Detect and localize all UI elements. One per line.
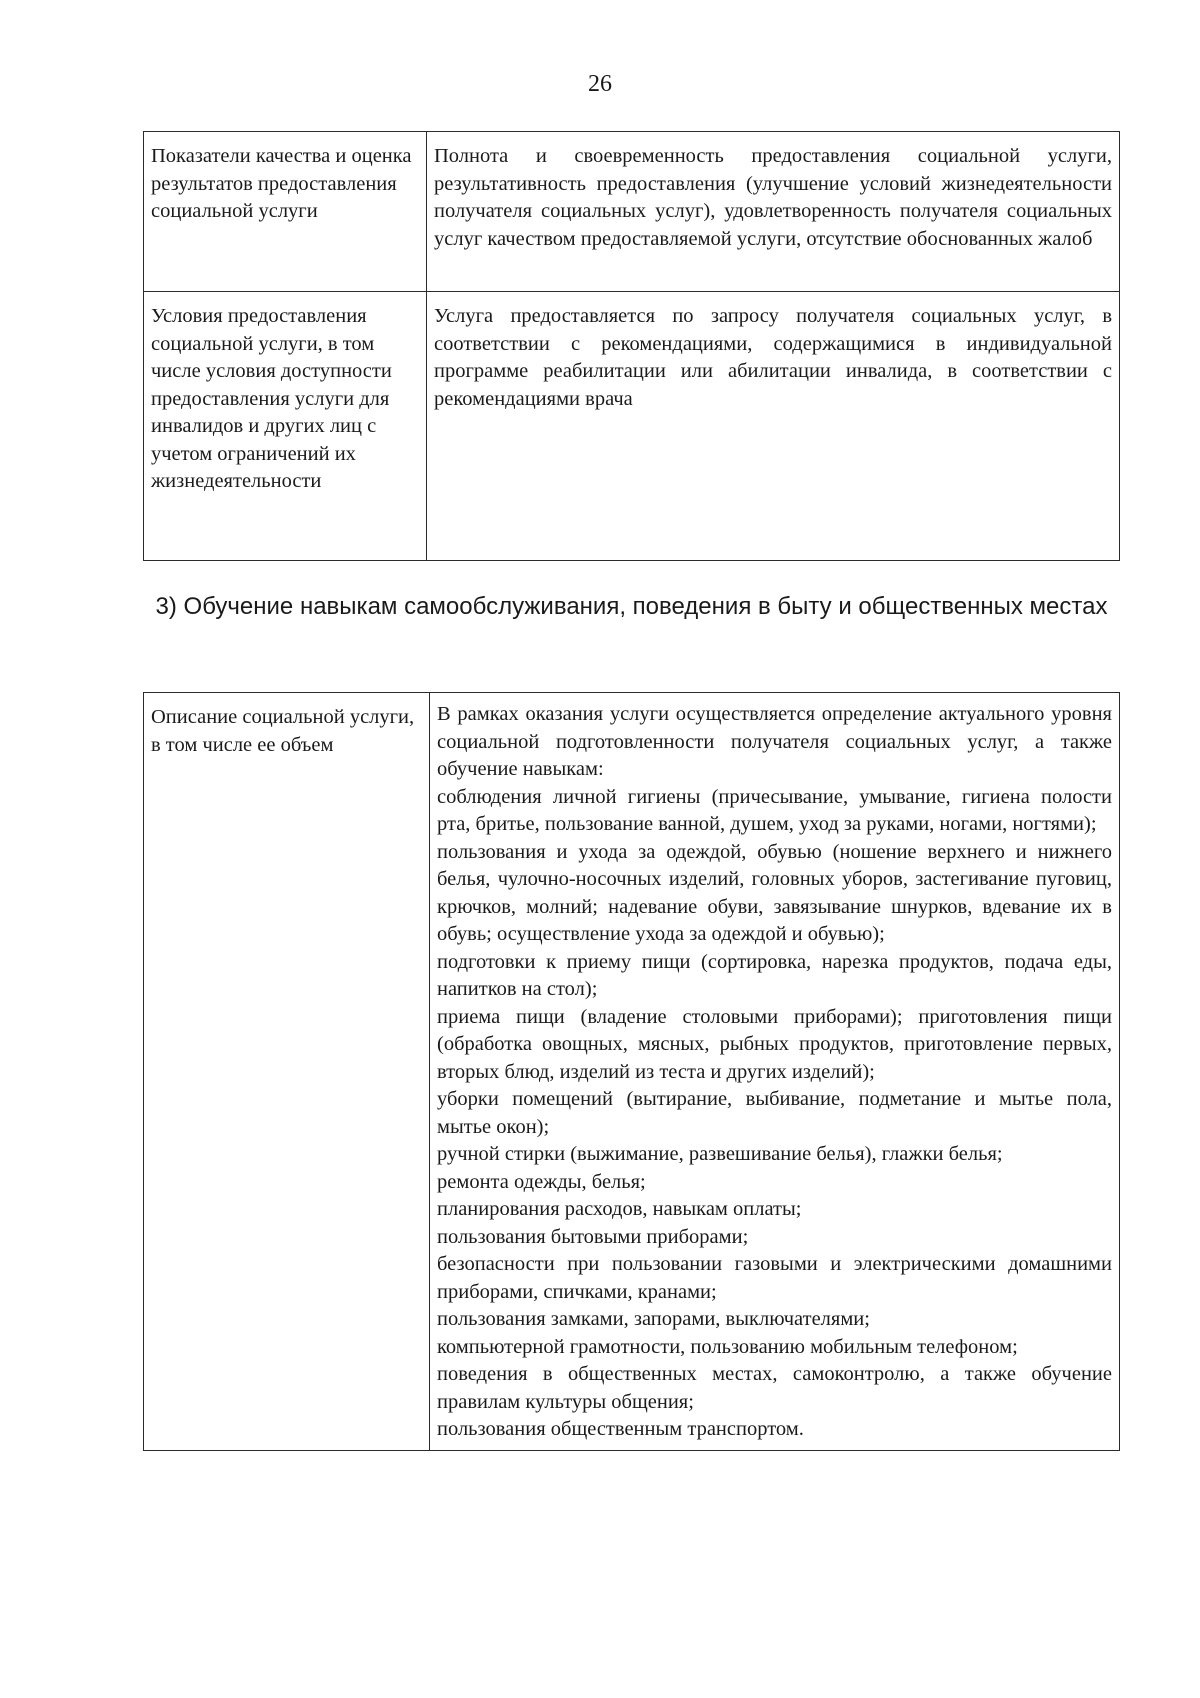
description-paragraph: уборки помещений (вытирание, выбивание, подметание и мытье пола, мытье окон); bbox=[437, 1088, 1112, 1138]
quality-indicators-label: Показатели качества и оценка результатов предоставления социальной услуги bbox=[144, 132, 427, 292]
description-paragraph: поведения в общественных местах, самоконтролю, а также обучение правилам культуры общения; bbox=[437, 1363, 1112, 1413]
service-description-table bbox=[143, 692, 1120, 1451]
description-paragraph: подготовки к приему пищи (сортировка, нарезка продуктов, подача еды, напитков на стол); bbox=[437, 950, 1112, 1000]
description-paragraph: пользования бытовыми приборами; bbox=[437, 1225, 749, 1248]
description-paragraph: пользования общественным транспортом. bbox=[437, 1418, 804, 1440]
table-row bbox=[144, 292, 1120, 561]
description-paragraph: пользования замками, запорами, выключателями; bbox=[437, 1308, 870, 1330]
description-paragraph: соблюдения личной гигиены (причесывание, умывание, гигиена полости рта, бритье, пользование ванной, душем, уход за руками, ногами, ногтями); bbox=[437, 785, 1112, 835]
description-paragraph: пользования и ухода за одеждой, обувью (ношение верхнего и нижнего белья, чулочно-носочных изделий, головных уборов, застегивание пуговиц, крючков, молний; надевание обуви, завязывание шнурков, вдевание их в обувь; осуществление ухода за одеждой и обувью); bbox=[437, 840, 1112, 945]
service-description-value bbox=[430, 693, 1120, 1451]
quality-indicators-value: Полнота и своевременность предоставления социальной услуги, результативность предоставления (улучшение условий жизнедеятельности получателя социальных услуг), удовлетворенность получателя социальных услуг качеством предоставляемой услуги, отсутствие обоснованных жалоб bbox=[427, 132, 1120, 292]
page-number: 26 bbox=[588, 71, 612, 97]
table-row bbox=[144, 132, 1120, 292]
description-paragraph: В рамках оказания услуги осуществляется определение актуального уровня социальной подготовленности получателя социальных услуг, а также обучение навыкам: bbox=[437, 703, 1112, 780]
description-paragraph: ручной стирки (выжимание, развешивание белья), глажки белья; bbox=[437, 1143, 1003, 1165]
description-paragraph: приема пищи (владение столовыми приборами); приготовления пищи (обработка овощных, мясных, рыбных продуктов, приготовление первых, вторых блюд, изделий из теста и других изделий); bbox=[437, 1005, 1112, 1083]
service-conditions-value: Услуга предоставляется по запросу получателя социальных услуг, в соответствии с рекомендациями, содержащимися в индивидуальной программе реабилитации или абилитации инвалида, в соответствии с рекомендациями врача bbox=[427, 292, 1120, 561]
description-paragraph: планирования расходов, навыкам оплаты; bbox=[437, 1198, 802, 1220]
section-heading: 3) Обучение навыкам самообслуживания, поведения в быту и общественных местах bbox=[155, 593, 1108, 620]
description-paragraph: безопасности при пользовании газовыми и электрическими домашними приборами, спичками, кранами; bbox=[437, 1253, 1112, 1303]
description-paragraph: ремонта одежды, белья; bbox=[437, 1170, 646, 1193]
service-conditions-label: Условия предоставления социальной услуги, в том числе условия доступности предоставления услуги для инвалидов и других лиц с учетом ограничений их жизнедеятельности bbox=[144, 292, 427, 561]
service-description-label: Описание социальной услуги, в том числе ее объем bbox=[144, 693, 430, 1451]
description-paragraph: компьютерной грамотности, пользованию мобильным телефоном; bbox=[437, 1335, 1018, 1358]
table-row bbox=[144, 693, 1120, 1451]
service-quality-table bbox=[143, 131, 1120, 561]
